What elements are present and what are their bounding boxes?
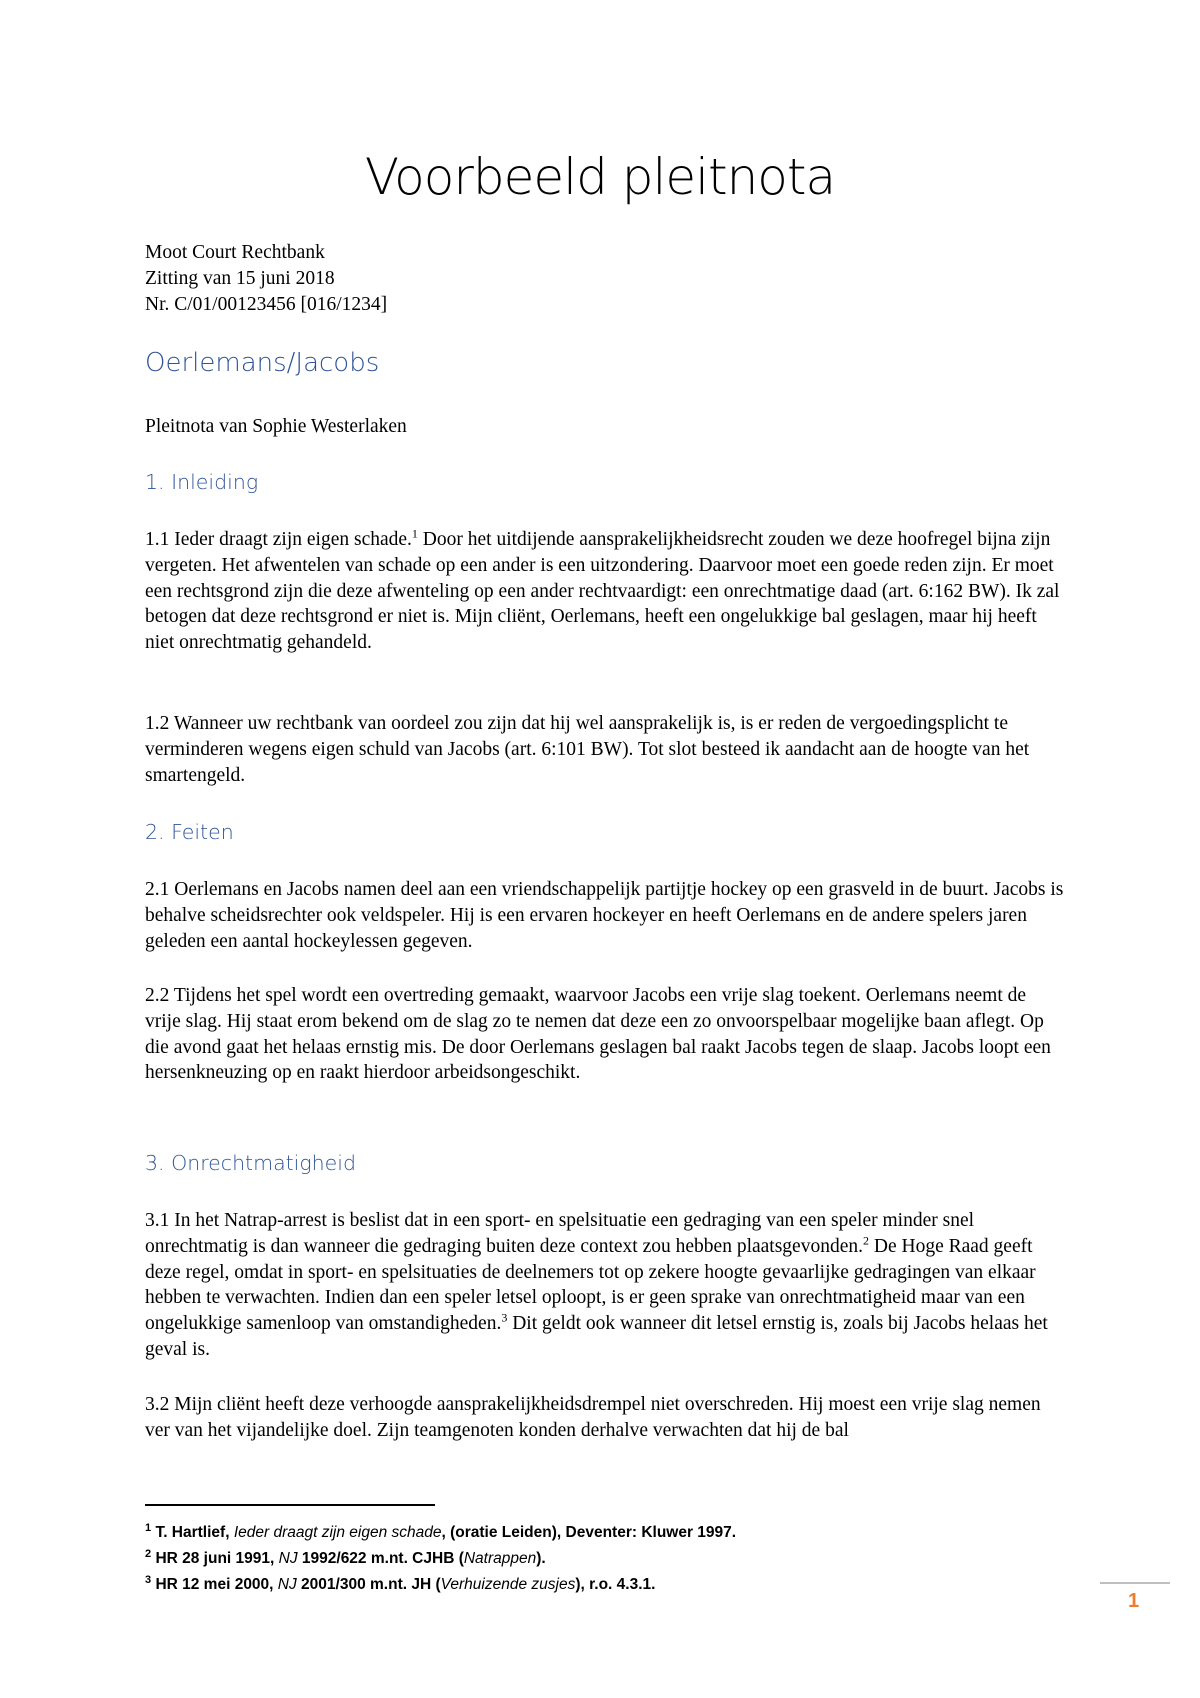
footnote-number: 1 — [145, 1522, 152, 1534]
section-heading-feiten: 2. Feiten — [145, 820, 234, 844]
paragraph-text: 2.2 Tijdens het spel wordt een overtreding gemaakt, waarvoor Jacobs een vrije slag toekent. Oerlemans neemt de vrije slag. Hij staat erom bekend om de slag zo te nemen dat deze een zo onvoorspelbaar mogelijke baan aflegt. Op die avond gaat het helaas ernstig mis. De door Oerlemans geslagen bal raakt Jacobs tegen de slaap. Jacobs loopt een hersenkneuzing op en raakt hierdoor arbeidsongeschikt. — [145, 985, 1051, 1084]
paragraph-1-2 — [145, 711, 1065, 788]
footnote-1 — [145, 1522, 736, 1542]
section-heading-inleiding: 1. Inleiding — [145, 470, 259, 494]
footnote-text: , (oratie Leiden), Deventer: Kluwer 1997. — [441, 1524, 737, 1542]
footnote-text: 2001/300 m.nt. JH ( — [296, 1576, 441, 1594]
footnote-3 — [145, 1574, 655, 1594]
paragraph-3-2 — [145, 1392, 1065, 1444]
footnote-number: 3 — [145, 1574, 152, 1586]
footnote-2 — [145, 1548, 546, 1568]
footnote-text: HR 28 juni 1991, — [155, 1550, 279, 1568]
case-title: Oerlemans/Jacobs — [145, 348, 380, 378]
footnote-reference[interactable]: 2 — [863, 1233, 869, 1248]
footnote-italic-text: Ieder draagt zijn eigen schade — [233, 1524, 442, 1542]
page-number: 1 — [1128, 1590, 1140, 1612]
paragraph-text: 3.1 In het Natrap-arrest is beslist dat in een sport- en spelsituatie een gedraging van een speler minder snel onrechtmatig is dan wanneer die gedraging buiten deze context zou hebben plaatsgevonden. — [145, 1210, 975, 1257]
footnote-text: HR 12 mei 2000, — [155, 1576, 278, 1594]
paragraph-text: De Hoge Raad geeft deze regel, omdat in sport- en spelsituaties de deelnemers tot op zekere hoogte gevaarlijke gedragingen van elkaar hebben te verwachten. Indien dan een speler letsel oploopt, is er geen sprake van onrechtmatigheid maar van een ongelukkige samenloop van omstandigheden. — [145, 1235, 1036, 1335]
author-line: Pleitnota van Sophie Westerlaken — [145, 416, 407, 437]
case-number: Nr. C/01/00123456 [016/1234] — [145, 294, 388, 315]
paragraph-3-1 — [145, 1208, 1065, 1363]
paragraph-text: 2.1 Oerlemans en Jacobs namen deel aan een vriendschappelijk partijtje hockey op een grasveld in de buurt. Jacobs is behalve scheidsrechter ook veldspeler. Hij is een ervaren hockeyer en heeft Oerlemans en de andere spelers jaren geleden een aantal hockeylessen gegeven. — [145, 879, 1064, 952]
footnote-text: ), r.o. 4.3.1. — [575, 1576, 656, 1594]
footnote-italic-text: NJ — [278, 1550, 298, 1568]
paragraph-text: Dit geldt ook wanneer dit letsel ernstig is, zoals bij Jacobs helaas het geval is. — [145, 1313, 1048, 1360]
footnote-separator — [145, 1504, 435, 1506]
footnote-italic-text: NJ — [277, 1576, 297, 1594]
paragraph-text: 3.2 Mijn cliënt heeft deze verhoogde aansprakelijkheidsdrempel niet overschreden. Hij moest een vrije slag nemen ver van het vijandelijke doel. Zijn teamgenoten konden derhalve verwachten dat hij de bal — [145, 1394, 1041, 1441]
paragraph-2-1 — [145, 877, 1065, 954]
paragraph-1-1 — [145, 527, 1065, 656]
footnote-italic-text: Natrappen — [463, 1550, 537, 1568]
court-name: Moot Court Rechtbank — [145, 242, 325, 263]
case-meta — [145, 240, 387, 318]
paragraph-2-2 — [145, 983, 1065, 1086]
footnote-text: ). — [536, 1550, 546, 1568]
footnote-reference[interactable]: 3 — [501, 1310, 508, 1325]
footnote-text: T. Hartlief, — [155, 1524, 234, 1542]
footnote-reference[interactable]: 1 — [411, 526, 418, 541]
page-number-rule — [1100, 1582, 1170, 1584]
session-date: Zitting van 15 juni 2018 — [145, 268, 335, 289]
paragraph-text: Door het uitdijende aansprakelijkheidsrecht zouden we deze hoofregel bijna zijn vergeten. Het afwentelen van schade op een ander is een uitzondering. Daarvoor moet een goede reden zijn. Er moet een rechtsgrond zijn die deze afwenteling op een ander rechtvaardigt: een onrechtmatige daad (art. 6:162 BW). Ik zal betogen dat deze rechtsgrond er niet is. Mijn cliënt, Oerlemans, heeft een ongelukkige bal geslagen, maar hij heeft niet onrechtmatig gehandeld. — [145, 529, 1060, 654]
paragraph-text: 1.1 Ieder draagt zijn eigen schade. — [145, 529, 412, 550]
footnote-italic-text: Verhuizende zusjes — [440, 1576, 576, 1594]
paragraph-text: 1.2 Wanneer uw rechtbank van oordeel zou zijn dat hij wel aansprakelijk is, is er reden de vergoedingsplicht te verminderen wegens eigen schuld van Jacobs (art. 6:101 BW). Tot slot besteed ik aandacht aan de hoogte van het smartengeld. — [145, 713, 1030, 786]
section-heading-onrechtmatigheid: 3. Onrechtmatigheid — [145, 1151, 356, 1175]
document-title: Voorbeeld pleitnota — [364, 148, 836, 206]
footnote-number: 2 — [145, 1548, 152, 1560]
footnote-text: 1992/622 m.nt. CJHB ( — [297, 1550, 464, 1568]
